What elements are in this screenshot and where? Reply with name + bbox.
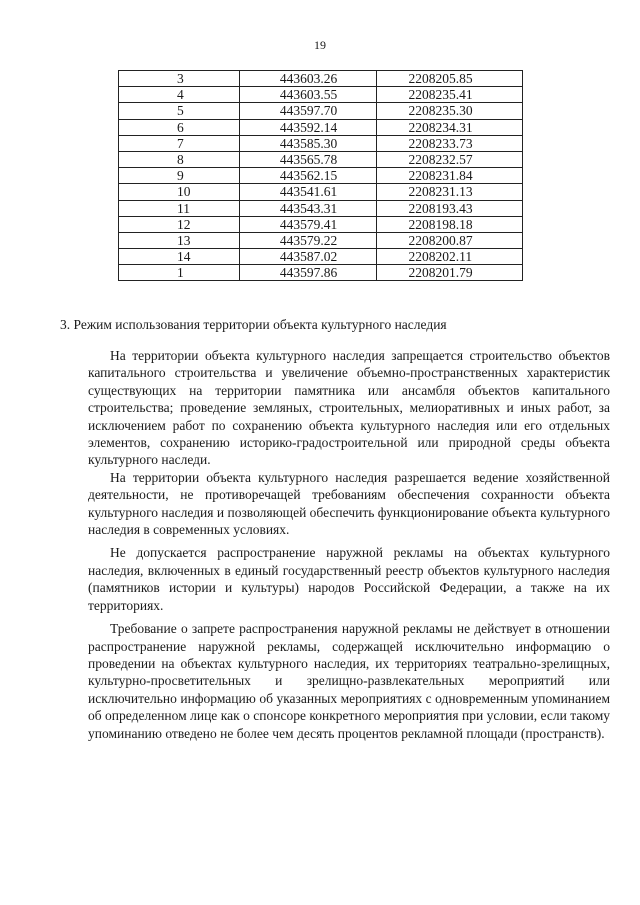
table-row <box>119 135 523 151</box>
paragraph-prohibition: На территории объекта культурного наследия запрещается строительство объектов капитального строительства и увеличение объемно-пространственных характеристик существующих на территории памятника или ансамбля объектов капитального строительства; проведение земляных, строительных, мелиоративных и иных работ, за исключением работ по сохранению объекта культурного наследия или его отдельных элементов, сохранению историко-градостроительной или природной среды объекта культурного наследи. <box>88 348 610 468</box>
y-coordinate-cell: 2208200.87 <box>376 232 522 248</box>
table-row <box>119 216 523 232</box>
point-number-cell: 4 <box>119 87 240 103</box>
point-number-cell: 8 <box>119 151 240 167</box>
point-number-cell: 1 <box>119 265 240 281</box>
page-number: 19 <box>314 38 326 52</box>
y-coordinate-cell: 2208235.30 <box>376 103 522 119</box>
y-coordinate-cell: 2208202.11 <box>376 249 522 265</box>
section-heading: 3. Режим использования территории объекта культурного наследия <box>60 317 447 332</box>
x-coordinate-cell: 443603.55 <box>239 87 376 103</box>
table-row <box>119 71 523 87</box>
table-row <box>119 265 523 281</box>
y-coordinate-cell: 2208205.85 <box>376 71 522 87</box>
point-number-cell: 12 <box>119 216 240 232</box>
x-coordinate-cell: 443543.31 <box>239 200 376 216</box>
y-coordinate-cell: 2208234.31 <box>376 119 522 135</box>
x-coordinate-cell: 443597.86 <box>239 265 376 281</box>
y-coordinate-cell: 2208231.84 <box>376 168 522 184</box>
y-coordinate-cell: 2208233.73 <box>376 135 522 151</box>
table-row <box>119 103 523 119</box>
y-coordinate-cell: 2208235.41 <box>376 87 522 103</box>
paragraph-permission: На территории объекта культурного наследия разрешается ведение хозяйственной деятельности, не противоречащей требованиям обеспечения сохранности объекта культурного наследия и позволяющей обеспечить функционирование объекта культурного наследия в современных условиях. <box>88 469 610 538</box>
point-number-cell: 5 <box>119 103 240 119</box>
table-row <box>119 151 523 167</box>
point-number-cell: 3 <box>119 71 240 87</box>
point-number-cell: 7 <box>119 135 240 151</box>
point-number-cell: 11 <box>119 200 240 216</box>
paragraph-advertising-exception: Требование о запрете распространения наружной рекламы не действует в отношении распространение наружной рекламы, содержащей исключительно информацию о проведении на объектах культурного наследия, их территориях театрально-зрелищных, культурно-просветительных и зрелищно-развлекательных мероприятий или исключительно информацию об указанных мероприятиях с одновременным упоминанием об определенном лице как о спонсоре конкретного мероприятия при условии, если такому упоминанию отведено не более чем десять процентов рекламной площади (пространств). <box>88 621 610 741</box>
table-row <box>119 200 523 216</box>
x-coordinate-cell: 443541.61 <box>239 184 376 200</box>
x-coordinate-cell: 443587.02 <box>239 249 376 265</box>
x-coordinate-cell: 443585.30 <box>239 135 376 151</box>
point-number-cell: 9 <box>119 168 240 184</box>
paragraph-advertising-ban: Не допускается распространение наружной рекламы на объектах культурного наследия, включенных в единый государственный реестр объектов культурного наследия (памятников истории и культуры) народов Российской Федерации, а также на их территориях. <box>88 545 610 613</box>
point-number-cell: 14 <box>119 249 240 265</box>
y-coordinate-cell: 2208232.57 <box>376 151 522 167</box>
y-coordinate-cell: 2208193.43 <box>376 200 522 216</box>
table-row <box>119 249 523 265</box>
table-row <box>119 87 523 103</box>
x-coordinate-cell: 443597.70 <box>239 103 376 119</box>
point-number-cell: 13 <box>119 232 240 248</box>
x-coordinate-cell: 443565.78 <box>239 151 376 167</box>
x-coordinate-cell: 443579.41 <box>239 216 376 232</box>
table-row <box>119 184 523 200</box>
x-coordinate-cell: 443579.22 <box>239 232 376 248</box>
point-number-cell: 6 <box>119 119 240 135</box>
y-coordinate-cell: 2208201.79 <box>376 265 522 281</box>
table-row <box>119 232 523 248</box>
point-number-cell: 10 <box>119 184 240 200</box>
x-coordinate-cell: 443603.26 <box>239 71 376 87</box>
y-coordinate-cell: 2208231.13 <box>376 184 522 200</box>
coordinates-table <box>118 70 523 281</box>
table-row <box>119 119 523 135</box>
table-row <box>119 168 523 184</box>
y-coordinate-cell: 2208198.18 <box>376 216 522 232</box>
section-body <box>88 347 610 742</box>
x-coordinate-cell: 443592.14 <box>239 119 376 135</box>
x-coordinate-cell: 443562.15 <box>239 168 376 184</box>
